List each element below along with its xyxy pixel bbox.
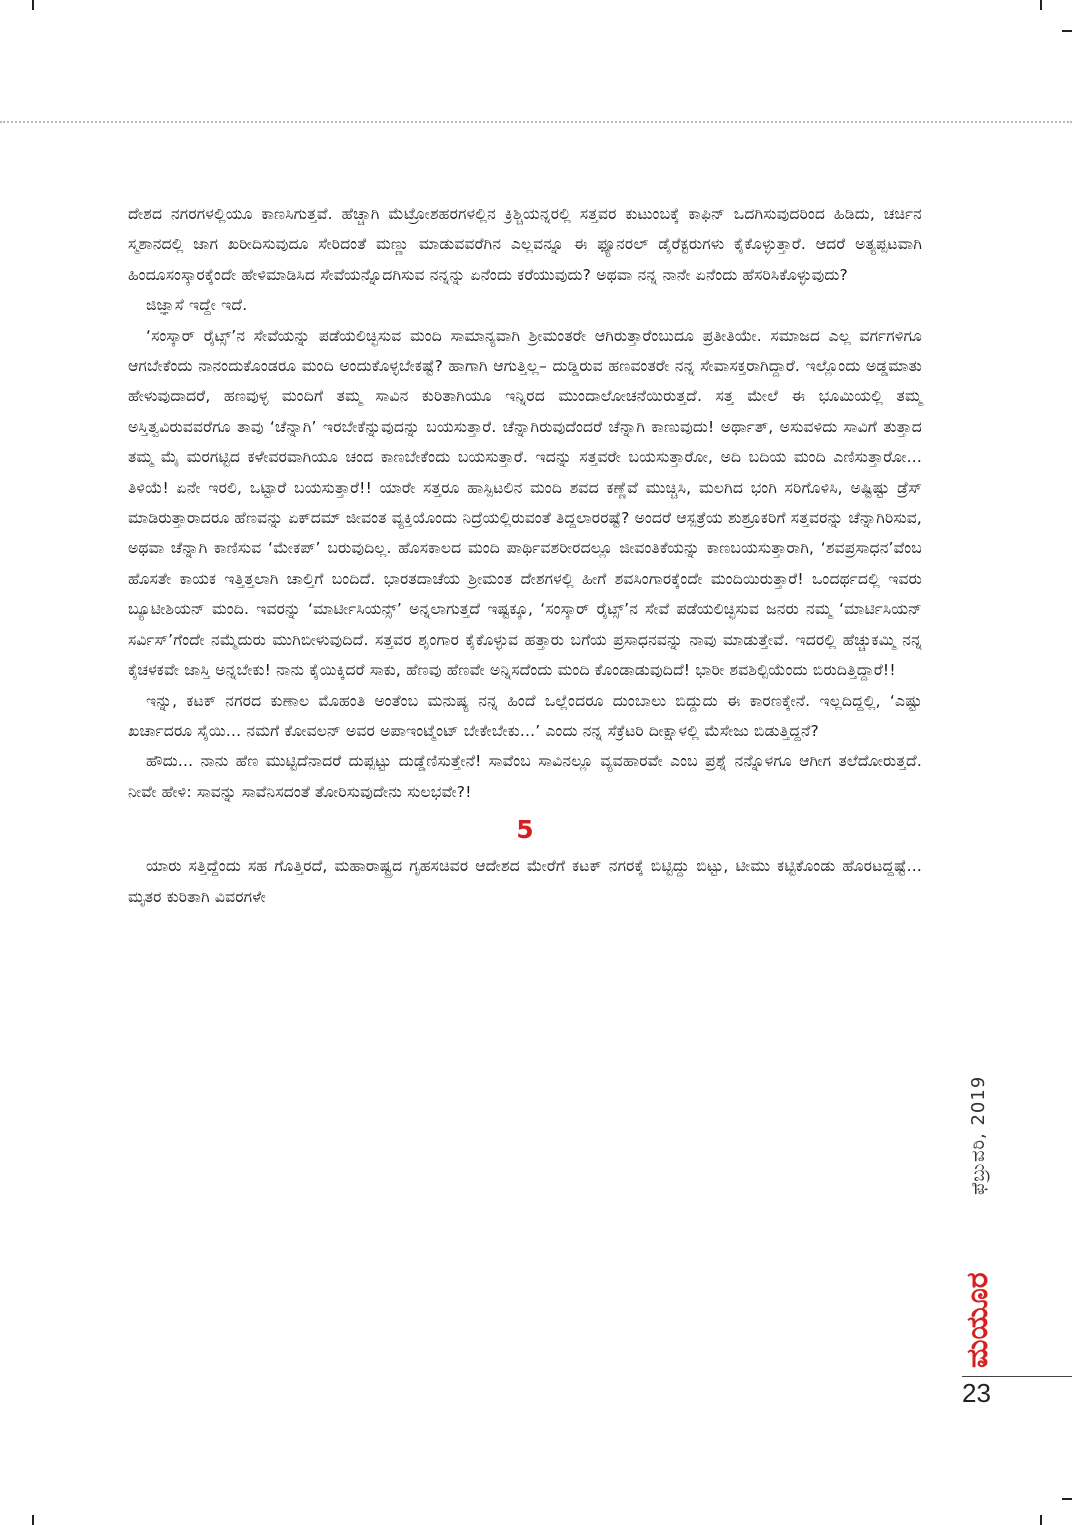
crop-mark-top-right [1040, 0, 1042, 10]
crop-mark-top-left [32, 0, 34, 10]
crop-mark-right-lower [1062, 1498, 1072, 1500]
page-number-rule [962, 1376, 1072, 1377]
issue-date: ಫೆಬ್ರುವರಿ, 2019 [968, 1075, 989, 1195]
page-number: 23 [962, 1378, 991, 1408]
paragraph-2: ಜಿಜ್ಞಾಸೆ ಇದ್ದೇ ಇದೆ. [146, 296, 248, 315]
paragraph-1: ದೇಶದ ನಗರಗಳಲ್ಲಿಯೂ ಕಾಣಸಿಗುತ್ತವೆ. ಹೆಚ್ಚಾಗಿ ಮೆಟ್ರೋಶಹರಗಳಲ್ಲಿನ ಕ್ರಿಶ್ಚಿಯನ್ನರಲ್ಲಿ ಸತ್ತವರ ಕುಟುಂಬಕ್ಕೆ ಕಾಫಿನ್ ಒದಗಿಸುವುದರಿಂದ ಹಿಡಿದು, ಚರ್ಚಿನ ಸ್ಮಶಾನದಲ್ಲಿ ಜಾಗ ಖರೀದಿಸುವುದೂ ಸೇರಿದಂತೆ ಮಣ್ಣು ಮಾಡುವವರೆಗಿನ ಎಲ್ಲವನ್ನೂ ಈ ಫ್ಯೂನರಲ್ ಡೈರೆಕ್ಟರುಗಳು ಕೈಕೊಳ್ಳುತ್ತಾರೆ. ಆದರೆ ಅತ್ಯಪ್ಪಟವಾಗಿ ಹಿಂದೂಸಂಸ್ಕಾರಕ್ಕೆಂದೇ ಹೇಳಿಮಾಡಿಸಿದ ಸೇವೆಯನ್ನೊದಗಿಸುವ ನನ್ನನ್ನು ಏನೆಂದು ಕರೆಯುವುದು? ಅಥವಾ ನನ್ನ ನಾನೇ ಏನೆಂದು ಹೆಸರಿಸಿಕೊಳ್ಳುವುದು? [128, 205, 922, 284]
crop-mark-bottom-left [32, 1515, 34, 1525]
paragraph-5: ಹೌದು... ನಾನು ಹೆಣ ಮುಟ್ಟಿದೆನಾದರೆ ದುಪ್ಪಟ್ಟು ದುಡ್ಡೆಣಿಸುತ್ತೇನೆ! ಸಾವೆಂಬ ಸಾವಿನಲ್ಲೂ ವ್ಯವಹಾರವೇ ಎಂಬ ಪ್ರಶ್ನೆ ನನ್ನೊಳಗೂ ಆಗೀಗ ತಲೆದೋರುತ್ತದೆ. ನೀವೇ ಹೇಳಿ: ಸಾವನ್ನು ಸಾವೆನಿಸದಂತೆ ತೋರಿಸುವುದೇನು ಸುಲಭವೇ?! [128, 752, 922, 801]
crop-mark-right-upper [1062, 30, 1072, 32]
section-number: 5 [516, 815, 534, 845]
header-dotted-rule [0, 121, 1072, 123]
magazine-logo: ಮಯೂರ [960, 1272, 995, 1368]
article-body [128, 199, 922, 912]
section-paragraph-1: ಯಾರು ಸತ್ತಿದ್ದೆಂದು ಸಹ ಗೊತ್ತಿರದೆ, ಮಹಾರಾಷ್ಟ್ರದ ಗೃಹಸಚಿವರ ಆದೇಶದ ಮೇರೆಗೆ ಕಟಕ್ ನಗರಕ್ಕೆ ಬಿಟ್ಟಿದ್ದು ಬಿಟ್ಟು, ಟೀಮು ಕಟ್ಟಿಕೊಂಡು ಹೊರಟದ್ದಷ್ಟೆ... ಮೃತರ ಕುರಿತಾಗಿ ವಿವರಗಳೇ [128, 857, 922, 906]
paragraph-4: ಇನ್ನು, ಕಟಕ್ ನಗರದ ಕುಣಾಲ ಮೊಹಂತಿ ಅಂತೆಂಬ ಮನುಷ್ಯ ನನ್ನ ಹಿಂದೆ ಒಲ್ಲೆಂದರೂ ದುಂಬಾಲು ಬಿದ್ದುದು ಈ ಕಾರಣಕ್ಕೇನೆ. ಇಲ್ಲದಿದ್ದಲ್ಲಿ, ‘ಎಷ್ಟು ಖರ್ಚಾದರೂ ಸೈಯಿ... ನಮಗೆ ಕೋವಲನ್ ಅವರ ಅಪಾಇಂಟ್ಮೆಂಟ್ ಬೇಕೇಬೇಕು...’ ಎಂದು ನನ್ನ ಸೆಕ್ರೆಟರಿ ದೀಕ್ಷಾಳಲ್ಲಿ ಮೆಸೇಜು ಬಿಡುತ್ತಿದ್ದನೆ? [128, 691, 922, 740]
crop-mark-bottom-right [1040, 1515, 1042, 1525]
paragraph-3: ‘ಸಂಸ್ಕಾರ್ ರೈಟ್ಸ್’ನ ಸೇವೆಯನ್ನು ಪಡೆಯಲಿಚ್ಛಿಸುವ ಮಂದಿ ಸಾಮಾನ್ಯವಾಗಿ ಶ್ರೀಮಂತರೇ ಆಗಿರುತ್ತಾರೆಂಬುದೂ ಪ್ರತೀತಿಯೇ. ಸಮಾಜದ ಎಲ್ಲ ವರ್ಗಗಳಿಗೂ ಆಗಬೇಕೆಂದು ನಾನಂದುಕೊಂಡರೂ ಮಂದಿ ಅಂದುಕೊಳ್ಳಬೇಕಷ್ಟೆ? ಹಾಗಾಗಿ ಆಗುತ್ತಿಲ್ಲ– ದುಡ್ಡಿರುವ ಹಣವಂತರೇ ನನ್ನ ಸೇವಾಸಕ್ತರಾಗಿದ್ದಾರೆ. ಇಲ್ಲೊಂದು ಅಡ್ಡಮಾತು ಹೇಳುವುದಾದರೆ, ಹಣವುಳ್ಳ ಮಂದಿಗೆ ತಮ್ಮ ಸಾವಿನ ಕುರಿತಾಗಿಯೂ ಇನ್ನಿರದ ಮುಂದಾಲೋಚನೆಯಿರುತ್ತದೆ. ಸತ್ತ ಮೇಲೆ ಈ ಭೂಮಿಯಲ್ಲಿ ತಮ್ಮ ಅಸ್ತಿತ್ವವಿರುವವರೆಗೂ ತಾವು ‘ಚೆನ್ನಾಗಿ’ ಇರಬೇಕೆನ್ನುವುದನ್ನು ಬಯಸುತ್ತಾರೆ. ಚೆನ್ನಾಗಿರುವುದೆಂದರೆ ಚೆನ್ನಾಗಿ ಕಾಣುವುದು! ಅರ್ಥಾತ್, ಅಸುವಳಿದು ಸಾವಿಗೆ ತುತ್ತಾದ ತಮ್ಮ ಮೈ ಮರಗಟ್ಟಿದ ಕಳೇವರವಾಗಿಯೂ ಚಂದ ಕಾಣಬೇಕೆಂದು ಬಯಸುತ್ತಾರೆ. ಇದನ್ನು ಸತ್ತವರೇ ಬಯಸುತ್ತಾರೋ, ಅದಿ ಬದಿಯ ಮಂದಿ ಎಣಿಸುತ್ತಾರೋ... ತಿಳಿಯೆ! ಏನೇ ಇರಲಿ, ಒಟ್ಟಾರೆ ಬಯಸುತ್ತಾರೆ!! ಯಾರೇ ಸತ್ತರೂ ಹಾಸ್ಪಿಟಲಿನ ಮಂದಿ ಶವದ ಕಣ್ಣೆವೆ ಮುಚ್ಚಿಸಿ, ಮಲಗಿದ ಭಂಗಿ ಸರಿಗೊಳಿಸಿ, ಅಷ್ಟಿಷ್ಟು ಡ್ರೆಸ್ ಮಾಡಿರುತ್ತಾರಾದರೂ ಹೆಣವನ್ನು ಏಕ್‌ದಮ್ ಜೀವಂತ ವ್ಯಕ್ತಿಯೊಂದು ನಿದ್ರೆಯಲ್ಲಿರುವಂತೆ ತಿದ್ದಲಾರರಷ್ಟೆ? ಅಂದರೆ ಆಸ್ಪತ್ರೆಯ ಶುಶ್ರೂಕರಿಗೆ ಸತ್ತವರನ್ನು ಚೆನ್ನಾಗಿರಿಸುವ, ಅಥವಾ ಚೆನ್ನಾಗಿ ಕಾಣಿಸುವ ‘ಮೇಕಪ್’ ಬರುವುದಿಲ್ಲ. ಹೊಸಕಾಲದ ಮಂದಿ ಪಾರ್ಥಿವಶರೀರದಲ್ಲೂ ಜೀವಂತಿಕೆಯನ್ನು ಕಾಣಬಯಸುತ್ತಾರಾಗಿ, ‘ಶವಪ್ರಸಾಧನ’ವೆಂಬ ಹೊಸತೇ ಕಾಯಕ ಇತ್ತಿತ್ತಲಾಗಿ ಚಾಲ್ತಿಗೆ ಬಂದಿದೆ. ಭಾರತದಾಚೆಯ ಶ್ರೀಮಂತ ದೇಶಗಳಲ್ಲಿ ಹೀಗೆ ಶವಸಿಂಗಾರಕ್ಕೆಂದೇ ಮಂದಿಯಿರುತ್ತಾರೆ! ಒಂದರ್ಥದಲ್ಲಿ ಇವರು ಬ್ಯೂಟೀಶಿಯನ್ ಮಂದಿ. ಇವರನ್ನು ‘ಮಾರ್ಟೀಸಿಯನ್ಸ್’ ಅನ್ನಲಾಗುತ್ತದೆ ಇಷ್ಟಕ್ಕೂ, ‘ಸಂಸ್ಕಾರ್ ರೈಟ್ಸ್’ನ ಸೇವೆ ಪಡೆಯಲಿಚ್ಛಿಸುವ ಜನರು ನಮ್ಮ ‘ಮಾರ್ಟಿಸಿಯನ್ ಸರ್ವಿಸ್’ಗೆಂದೇ ನಮ್ಮೆದುರು ಮುಗಿಬೀಳುವುದಿದೆ. ಸತ್ತವರ ಶೃಂಗಾರ ಕೈಕೊಳ್ಳುವ ಹತ್ತಾರು ಬಗೆಯ ಪ್ರಸಾಧನವನ್ನು ನಾವು ಮಾಡುತ್ತೇವೆ. ಇದರಲ್ಲಿ ಹೆಚ್ಚುಕಮ್ಮಿ ನನ್ನ ಕೈಚಳಕವೇ ಜಾಸ್ತಿ ಅನ್ನಬೇಕು! ನಾನು ಕೈಯಿಕ್ಕಿದರೆ ಸಾಕು, ಹೆಣವು ಹೆಣವೇ ಅನ್ನಿಸದೆಂದು ಮಂದಿ ಕೊಂಡಾಡುವುದಿದೆ! ಭಾರೀ ಶವಶಿಲ್ಪಿಯೆಂದು ಬಿರುದಿತ್ತಿದ್ದಾರೆ!! [128, 326, 922, 680]
